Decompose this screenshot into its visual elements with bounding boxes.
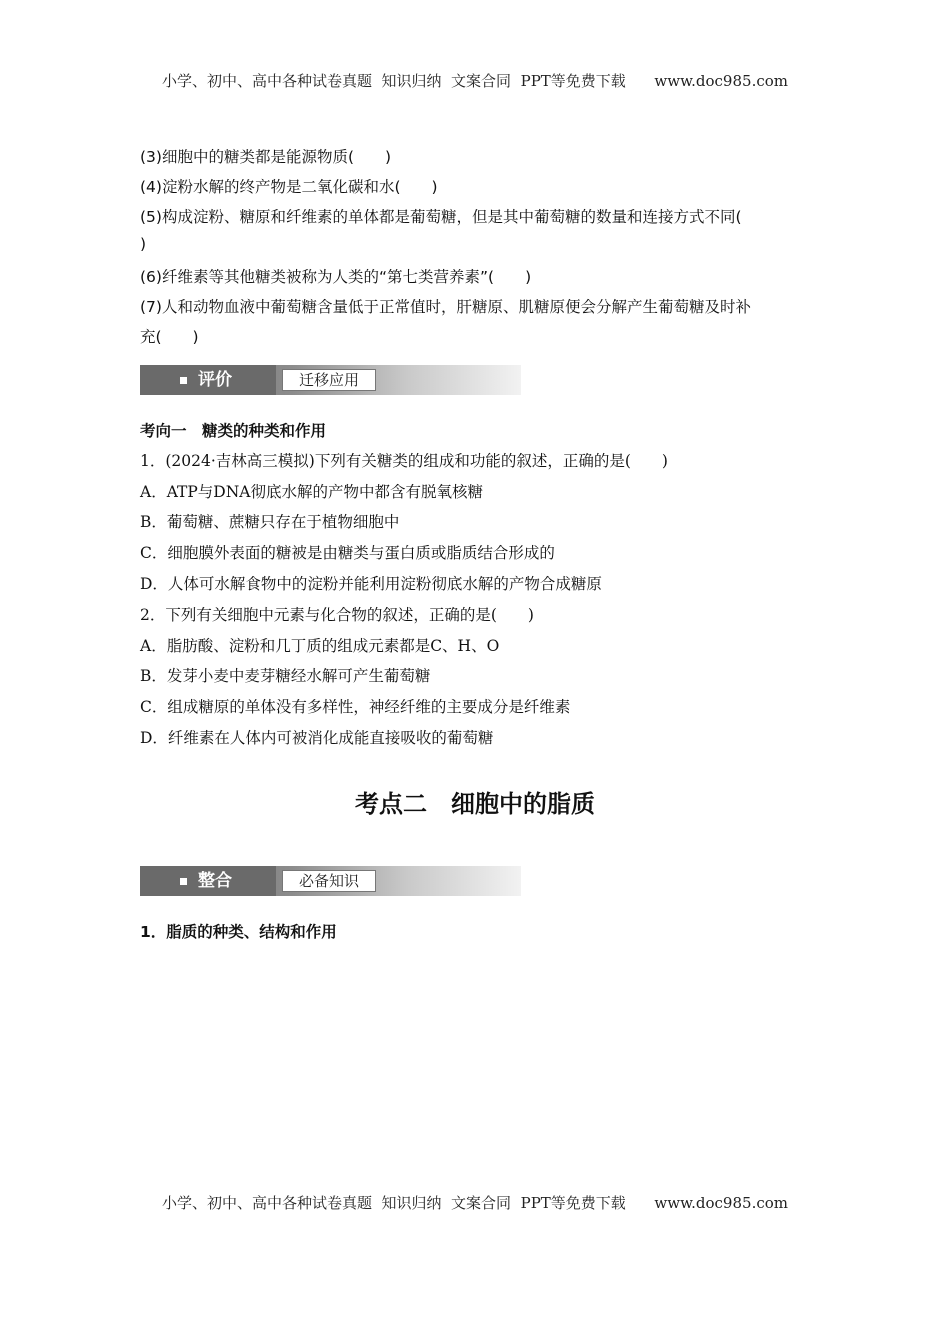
banner-sub-label: 迁移应用 [282, 369, 376, 391]
judgment-3: (3)细胞中的糖类都是能源物质( ) [140, 148, 392, 166]
question-2-stem: 2．下列有关细胞中元素与化合物的叙述，正确的是( ) [140, 606, 534, 624]
judgment-6: (6)纤维素等其他糖类被称为人类的“第七类营养素”( ) [140, 268, 532, 286]
judgment-5: (5)构成淀粉、糖原和纤维素的单体都是葡萄糖，但是其中葡萄糖的数量和连接方式不同( [140, 208, 742, 226]
section-banner-eval [140, 365, 521, 395]
square-bullet-icon [180, 377, 187, 384]
judgment-5-cont: ) [140, 235, 147, 253]
question-1-option-b: B．葡萄糖、蔗糖只存在于植物细胞中 [140, 513, 400, 531]
judgment-4: (4)淀粉水解的终产物是二氧化碳和水( ) [140, 178, 438, 196]
page-header: 小学、初中、高中各种试卷真题 知识归纳 文案合同 PPT等免费下载 www.doc985.com [161, 72, 788, 90]
item-heading-1: 1．脂质的种类、结构和作用 [140, 923, 337, 941]
question-1-option-c: C．细胞膜外表面的糖被是由糖类与蛋白质或脂质结合形成的 [140, 544, 555, 562]
banner-tag [140, 866, 276, 896]
question-2-option-b: B．发芽小麦中麦芽糖经水解可产生葡萄糖 [140, 667, 431, 685]
banner-tag-label: 评价 [198, 370, 232, 390]
square-bullet-icon [180, 878, 187, 885]
question-1-option-d: D．人体可水解食物中的淀粉并能利用淀粉彻底水解的产物合成糖原 [140, 575, 602, 593]
question-1-option-a: A．ATP与DNA彻底水解的产物中都含有脱氧核糖 [140, 483, 483, 501]
banner-tag-label: 整合 [198, 871, 232, 891]
banner-sub-label: 必备知识 [282, 870, 376, 892]
question-2-option-c: C．组成糖原的单体没有多样性，神经纤维的主要成分是纤维素 [140, 698, 571, 716]
judgment-7: (7)人和动物血液中葡萄糖含量低于正常值时，肝糖原、肌糖原便会分解产生葡萄糖及时补 [140, 298, 751, 316]
question-2-option-a: A．脂肪酸、淀粉和几丁质的组成元素都是C、H、O [140, 637, 500, 655]
page-footer: 小学、初中、高中各种试卷真题 知识归纳 文案合同 PPT等免费下载 www.doc985.com [161, 1194, 788, 1212]
question-2-option-d: D．纤维素在人体内可被消化成能直接吸收的葡萄糖 [140, 729, 494, 747]
judgment-7-cont: 充( ) [140, 328, 199, 346]
section-banner-integrate [140, 866, 521, 896]
banner-tag [140, 365, 276, 395]
section-title: 考点二 细胞中的脂质 [355, 790, 595, 818]
question-1-stem: 1．(2024·吉林高三模拟)下列有关糖类的组成和功能的叙述，正确的是( ) [140, 452, 668, 470]
direction-heading: 考向一 糖类的种类和作用 [140, 422, 327, 440]
